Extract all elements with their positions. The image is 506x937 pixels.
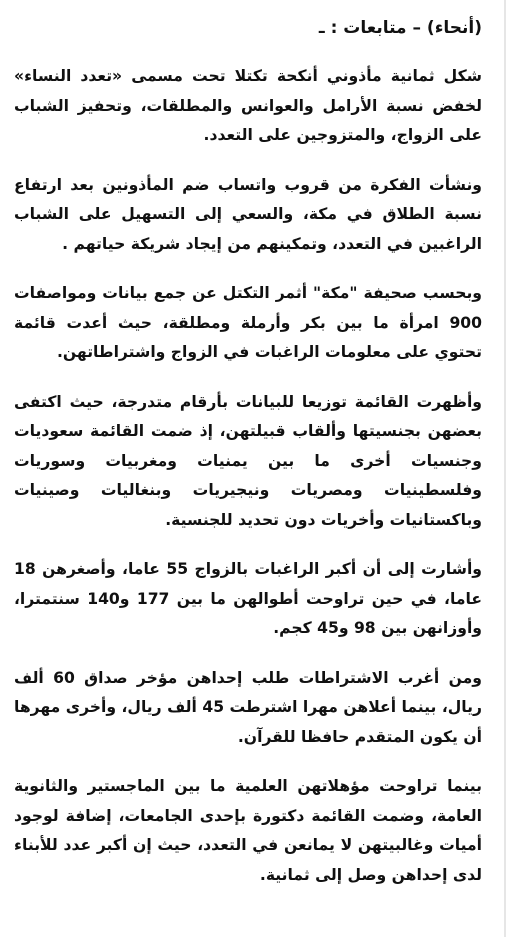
article-paragraph-3: وبحسب صحيفة "مكة" أثمر التكتل عن جمع بيانات ومواصفات 900 امرأة ما بين بكر وأرملة ومطلقة، حيث أعدت قائمة تحتوي على معلومات الراغبات في الزواج واشتراطاتهن. — [14, 284, 482, 361]
article-paragraph-1: شكل ثمانية مأذوني أنكحة تكتلا تحت مسمى «تعدد النساء» لخفض نسبة الأرامل والعوانس والمطلقات، وتحفيز الشباب على الزواج، والمتزوجين على التعدد. — [14, 67, 482, 144]
article-paragraph-5: وأشارت إلى أن أكبر الراغبات بالزواج 55 عاما، وأصغرهن 18 عاما، في حين تراوحت أطوالهن ما بين 177 و140 سنتمترا، وأوزانهن بين 98 و45 كجم. — [14, 560, 482, 637]
article-byline: (أنحاء) – متابعات : ـ — [318, 18, 482, 38]
article-paragraph-7: بينما تراوحت مؤهلاتهن العلمية ما بين الماجستير والثانوية العامة، وضمت القائمة دكتورة بإحدى الجامعات، إضافة لوجود أميات وغالبيتهن لا يمانعن في التعدد، حيث إن أكبر عدد للأبناء لدى إحداهن وصل إلى ثمانية. — [14, 777, 482, 884]
article-paragraph-4: وأظهرت القائمة توزيعا للبيانات بأرقام متدرجة، حيث اكتفى بعضهن بجنسيتها وألقاب قبيلتهن، إذ ضمت القائمة سعوديات وجنسيات أخرى ما بين يمنيات ومغربيات وسوريات وفلسطينيات ومصريات ونيجيريات وبنغاليات وصينيات وباكستانيات وأخريات دون تحديد للجنسية. — [14, 392, 482, 529]
article-paragraph-6: ومن أغرب الاشتراطات طلب إحداهن مؤخر صداق 60 ألف ريال، بينما أعلاهن مهرا اشترطت 45 ألف ريال، وأخرى مهرها أن يكون المتقدم حافظا للقرآن. — [14, 668, 482, 746]
article-paragraph-2: ونشأت الفكرة من قروب واتساب ضم المأذونين بعد ارتفاع نسبة الطلاق في مكة، والسعي إلى التسهيل على الشباب الراغبين في التعدد، وتمكينهم من إيجاد شريكة حياتهم . — [14, 175, 482, 253]
